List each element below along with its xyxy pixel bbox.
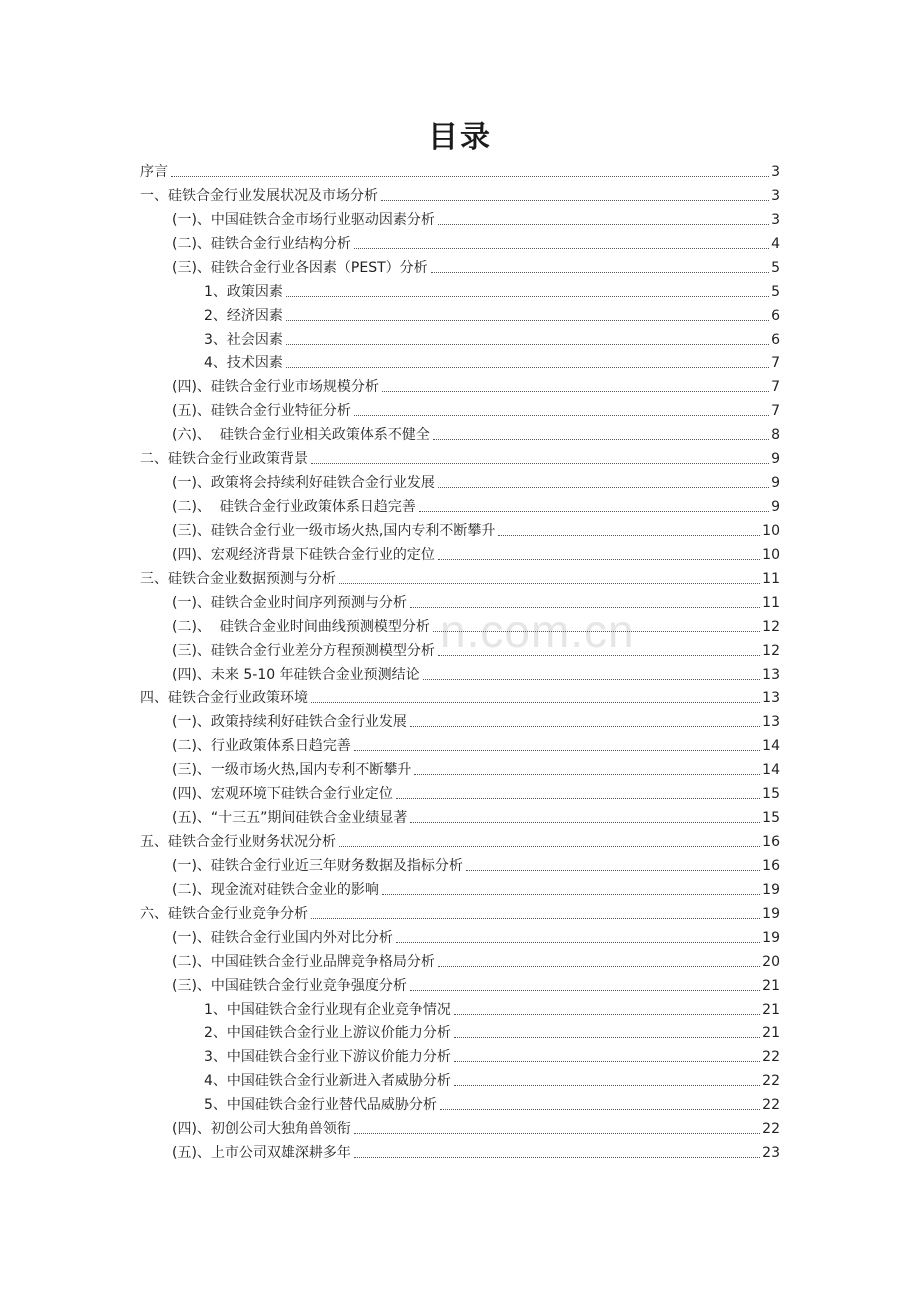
toc-page-number: 5 — [771, 283, 780, 300]
toc-entry[interactable] — [172, 923, 780, 947]
dot-leader — [396, 798, 760, 799]
dot-leader — [438, 559, 760, 560]
toc-entry-label: (一)、硅铁合金业时间序列预测与分析 — [172, 594, 407, 611]
dot-leader — [433, 439, 769, 440]
dot-leader — [438, 966, 760, 967]
dot-leader — [438, 487, 769, 488]
toc-entry[interactable] — [172, 947, 780, 971]
toc-page-number: 11 — [762, 570, 780, 587]
toc-page-number: 20 — [762, 953, 780, 970]
toc-entry-label: (一)、中国硅铁合金市场行业驱动因素分析 — [172, 211, 435, 228]
toc-entry-label: (三)、硅铁合金行业各因素（PEST）分析 — [172, 259, 428, 276]
toc-entry[interactable] — [172, 755, 780, 779]
toc-entry-label: (一)、硅铁合金行业国内外对比分析 — [172, 929, 393, 946]
toc-entry-label: 4、中国硅铁合金行业新进入者威胁分析 — [204, 1073, 451, 1090]
toc-entry-label: (五)、硅铁合金行业特征分析 — [172, 403, 351, 420]
toc-entry[interactable] — [172, 971, 780, 995]
toc-entry[interactable] — [204, 348, 780, 372]
toc-entry-label: 3、中国硅铁合金行业下游议价能力分析 — [204, 1049, 451, 1066]
dot-leader — [431, 272, 769, 273]
dot-leader — [286, 367, 769, 368]
dot-leader — [433, 631, 760, 632]
toc-entry[interactable] — [204, 1090, 780, 1114]
toc-entry-label: (二)、 硅铁合金行业政策体系日趋完善 — [172, 499, 416, 516]
toc-entry[interactable] — [172, 1114, 780, 1138]
toc-entry-label: (四)、宏观环境下硅铁合金行业定位 — [172, 786, 393, 803]
dot-leader — [311, 918, 760, 919]
toc-entry[interactable] — [172, 396, 780, 420]
toc-entry[interactable] — [204, 995, 780, 1019]
dot-leader — [410, 822, 760, 823]
toc-entry[interactable] — [172, 468, 780, 492]
dot-leader — [381, 200, 769, 201]
dot-leader — [423, 679, 761, 680]
toc-page-number: 22 — [762, 1049, 780, 1066]
toc-entry-label: (二)、硅铁合金行业结构分析 — [172, 235, 351, 252]
dot-leader — [410, 607, 760, 608]
toc-entry[interactable] — [172, 612, 780, 636]
toc-page-number: 19 — [762, 905, 780, 922]
toc-entry[interactable] — [172, 205, 780, 229]
toc-entry-label: (五)、“十三五”期间硅铁合金业绩显著 — [172, 810, 408, 827]
toc-page-number: 9 — [771, 475, 780, 492]
toc-page-number: 16 — [762, 834, 780, 851]
toc-entry[interactable] — [140, 157, 780, 181]
dot-leader — [498, 535, 760, 536]
toc-page-number: 19 — [762, 929, 780, 946]
toc-page-number: 11 — [762, 594, 780, 611]
toc-entry[interactable] — [172, 253, 780, 277]
toc-page-number: 22 — [762, 1073, 780, 1090]
toc-page-number: 19 — [762, 881, 780, 898]
toc-entry-label: 三、硅铁合金业数据预测与分析 — [140, 570, 336, 587]
toc-entry-label: 5、中国硅铁合金行业替代品威胁分析 — [204, 1097, 437, 1114]
toc-entry-label: (三)、中国硅铁合金行业竞争强度分析 — [172, 977, 407, 994]
dot-leader — [382, 391, 769, 392]
toc-entry[interactable] — [204, 277, 780, 301]
dot-leader — [410, 726, 760, 727]
dot-leader — [419, 511, 769, 512]
toc-page-number: 15 — [762, 810, 780, 827]
toc-entry[interactable] — [204, 1066, 780, 1090]
toc-entry[interactable] — [140, 444, 780, 468]
toc-entry-label: (四)、硅铁合金行业市场规模分析 — [172, 379, 379, 396]
toc-entry[interactable] — [172, 660, 780, 684]
toc-page-number: 13 — [762, 714, 780, 731]
toc-entry-label: 六、硅铁合金行业竞争分析 — [140, 905, 308, 922]
toc-entry[interactable] — [172, 420, 780, 444]
toc-entry-label: (六)、 硅铁合金行业相关政策体系不健全 — [172, 427, 430, 444]
toc-entry-label: (三)、硅铁合金行业差分方程预测模型分析 — [172, 642, 435, 659]
toc-page-number: 3 — [771, 211, 780, 228]
toc-entry[interactable] — [204, 325, 780, 349]
dot-leader — [454, 1037, 760, 1038]
toc-entry[interactable] — [172, 1138, 780, 1162]
toc-entry-label: (四)、未来 5-10 年硅铁合金业预测结论 — [172, 666, 420, 683]
dot-leader — [286, 320, 769, 321]
toc-entry[interactable] — [172, 516, 780, 540]
dot-leader — [286, 296, 769, 297]
toc-entry[interactable] — [172, 588, 780, 612]
toc-entry[interactable] — [172, 372, 780, 396]
toc-entry-label: 2、中国硅铁合金行业上游议价能力分析 — [204, 1025, 451, 1042]
toc-entry[interactable] — [140, 181, 780, 205]
toc-page-number: 4 — [771, 235, 780, 252]
dot-leader — [466, 870, 760, 871]
toc-entry[interactable] — [172, 731, 780, 755]
dot-leader — [438, 224, 769, 225]
dot-leader — [414, 774, 760, 775]
toc-entry[interactable] — [172, 803, 780, 827]
toc-entry[interactable] — [140, 683, 780, 707]
watermark-text: n.com.cn — [440, 605, 635, 657]
toc-entry-label: 五、硅铁合金行业财务状况分析 — [140, 834, 336, 851]
toc-page-number: 10 — [762, 522, 780, 539]
dot-leader — [339, 583, 760, 584]
toc-entry[interactable] — [172, 707, 780, 731]
toc-entry[interactable] — [140, 564, 780, 588]
toc-entry-label: 一、硅铁合金行业发展状况及市场分析 — [140, 187, 378, 204]
toc-entry[interactable] — [172, 636, 780, 660]
toc-page-number: 7 — [771, 355, 780, 372]
toc-page-number: 5 — [771, 259, 780, 276]
toc-entry[interactable] — [140, 827, 780, 851]
toc-page-number: 13 — [762, 666, 780, 683]
toc-entry-label: (四)、初创公司大独角兽领衔 — [172, 1121, 351, 1138]
dot-leader — [311, 702, 760, 703]
toc-page-number: 21 — [762, 1001, 780, 1018]
toc-page-number: 13 — [762, 690, 780, 707]
toc-entry[interactable] — [172, 540, 780, 564]
toc-page-number: 7 — [771, 403, 780, 420]
toc-page-number: 6 — [771, 331, 780, 348]
toc-entry[interactable] — [172, 875, 780, 899]
dot-leader — [339, 846, 760, 847]
toc-entry-label: (五)、上市公司双雄深耕多年 — [172, 1145, 351, 1162]
dot-leader — [171, 176, 769, 177]
toc-page-number: 22 — [762, 1097, 780, 1114]
toc-page-number: 23 — [762, 1145, 780, 1162]
dot-leader — [438, 655, 760, 656]
dot-leader — [311, 463, 769, 464]
dot-leader — [354, 1133, 760, 1134]
dot-leader — [354, 1157, 760, 1158]
page-title: 目录 — [428, 120, 492, 155]
dot-leader — [396, 942, 760, 943]
toc-entry[interactable] — [172, 229, 780, 253]
toc-page-number: 21 — [762, 1025, 780, 1042]
toc-page-number: 7 — [771, 379, 780, 396]
toc-entry-label: (二)、 硅铁合金业时间曲线预测模型分析 — [172, 618, 430, 635]
toc-entry-label: (四)、宏观经济背景下硅铁合金行业的定位 — [172, 546, 435, 563]
toc-page-number: 14 — [762, 762, 780, 779]
toc-page-number: 12 — [762, 642, 780, 659]
toc-page-number: 16 — [762, 857, 780, 874]
toc-entry-label: 2、经济因素 — [204, 307, 283, 324]
toc-entry-label: (二)、行业政策体系日趋完善 — [172, 738, 351, 755]
toc-entry[interactable] — [204, 1042, 780, 1066]
dot-leader — [354, 750, 760, 751]
toc-page-number: 6 — [771, 307, 780, 324]
toc-page-number: 3 — [771, 164, 780, 180]
toc-page-number: 12 — [762, 618, 780, 635]
toc-entry[interactable] — [204, 1018, 780, 1042]
toc-page-number: 14 — [762, 738, 780, 755]
toc-page-number: 8 — [771, 427, 780, 444]
dot-leader — [454, 1061, 760, 1062]
dot-leader — [354, 415, 769, 416]
dot-leader — [382, 894, 760, 895]
toc-entry-label: 3、社会因素 — [204, 331, 283, 348]
dot-leader — [410, 990, 760, 991]
toc-page-number: 9 — [771, 451, 780, 468]
toc-entry-label: (二)、中国硅铁合金行业品牌竞争格局分析 — [172, 953, 435, 970]
toc-entry[interactable] — [172, 492, 780, 516]
toc-entry-label: 1、政策因素 — [204, 283, 283, 300]
dot-leader — [454, 1085, 760, 1086]
dot-leader — [454, 1014, 760, 1015]
toc-page-number: 15 — [762, 786, 780, 803]
toc-entry-label: (一)、政策将会持续利好硅铁合金行业发展 — [172, 475, 435, 492]
toc-entry-label: (一)、政策持续利好硅铁合金行业发展 — [172, 714, 407, 731]
toc-entry[interactable] — [172, 851, 780, 875]
toc-page-number: 22 — [762, 1121, 780, 1138]
toc-entry[interactable] — [140, 899, 780, 923]
toc-entry[interactable] — [172, 779, 780, 803]
toc-entry-label: 四、硅铁合金行业政策环境 — [140, 690, 308, 707]
toc-entry-label: (三)、一级市场火热,国内专利不断攀升 — [172, 762, 412, 779]
toc-page-number: 10 — [762, 546, 780, 563]
toc-entry-label: 序言 — [140, 164, 168, 180]
toc-entry-label: (三)、硅铁合金行业一级市场火热,国内专利不断攀升 — [172, 522, 496, 539]
dot-leader — [440, 1109, 760, 1110]
toc-entry-label: (二)、现金流对硅铁合金业的影响 — [172, 881, 379, 898]
toc-entry-label: 1、中国硅铁合金行业现有企业竞争情况 — [204, 1001, 451, 1018]
toc-entry-label: (一)、硅铁合金行业近三年财务数据及指标分析 — [172, 857, 463, 874]
toc-entry-label: 二、硅铁合金行业政策背景 — [140, 451, 308, 468]
toc-entry-label: 4、技术因素 — [204, 355, 283, 372]
toc-page-number: 9 — [771, 499, 780, 516]
dot-leader — [354, 248, 769, 249]
toc-page-number: 21 — [762, 977, 780, 994]
dot-leader — [286, 344, 769, 345]
toc-page-number: 3 — [771, 187, 780, 204]
toc-entry[interactable] — [204, 301, 780, 325]
